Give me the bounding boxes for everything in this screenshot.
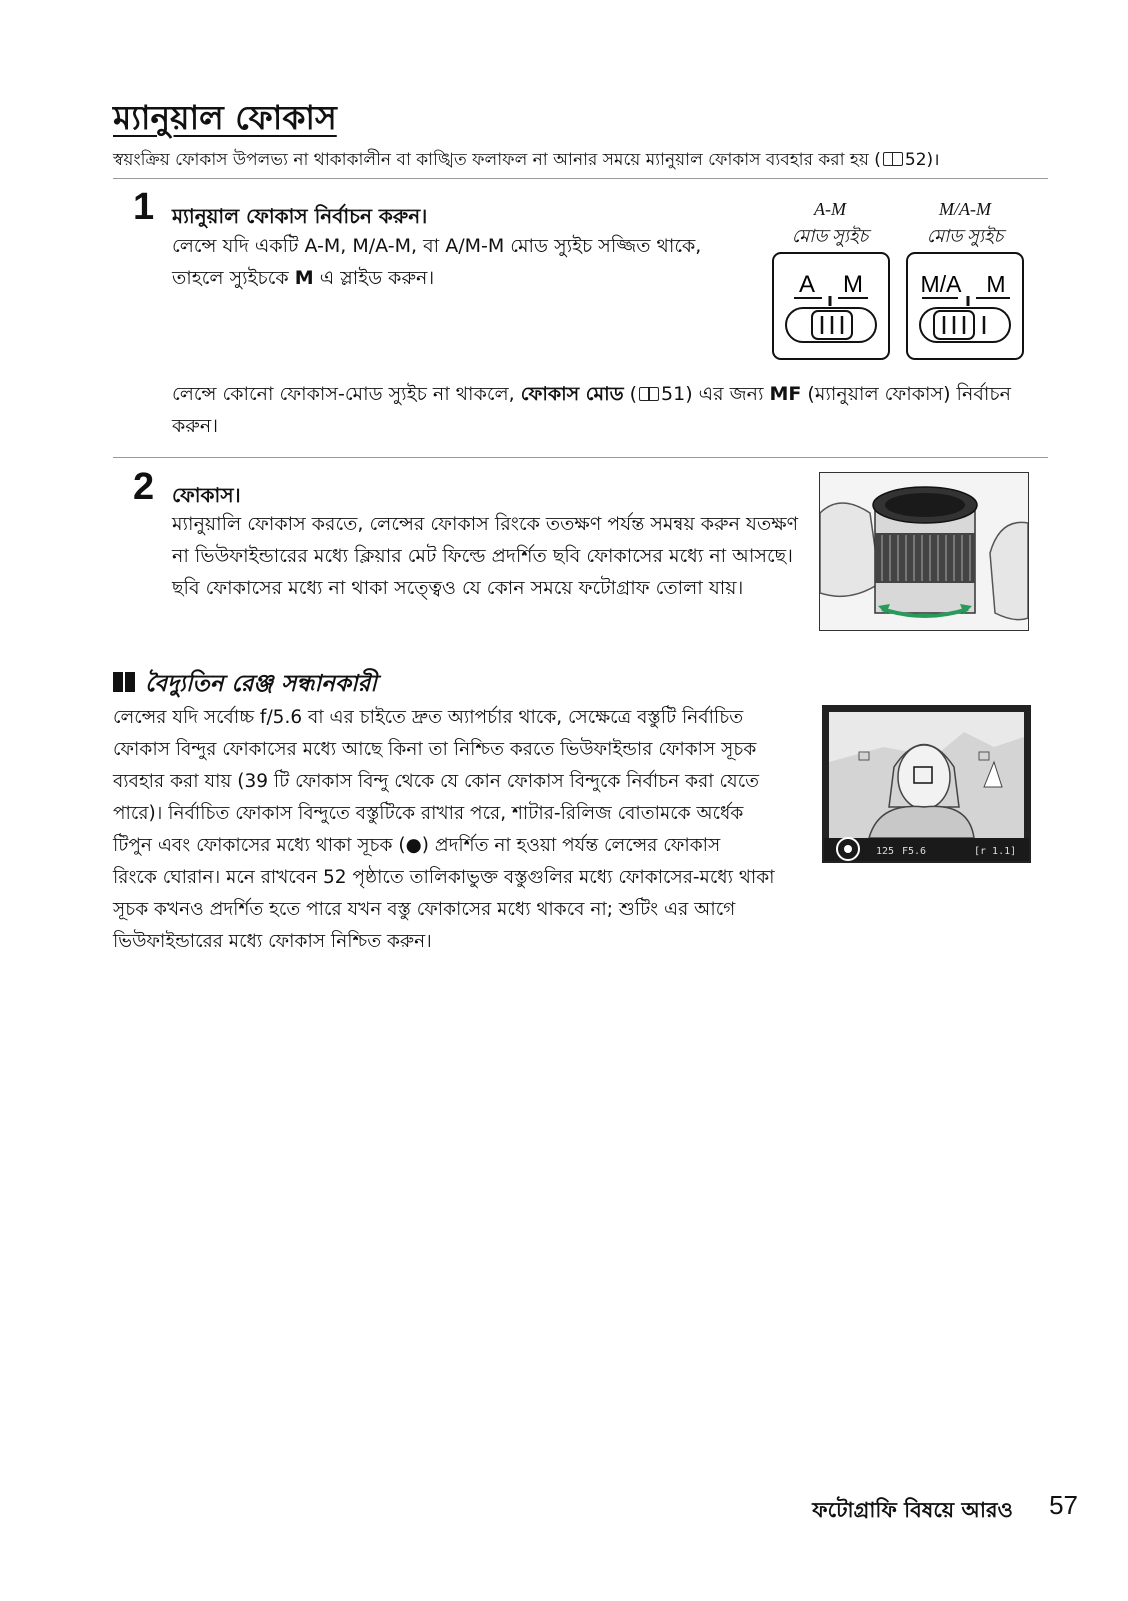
emphasis: MF	[769, 383, 802, 405]
mode-switch-icon	[908, 254, 1022, 358]
switch-mam-illustration	[906, 252, 1024, 360]
book-icon	[883, 152, 903, 166]
text-run: ) এর জন্য	[685, 383, 770, 405]
step-body	[172, 508, 812, 604]
focus-ring-illustration	[819, 472, 1029, 631]
viewfinder-illustration	[822, 705, 1031, 863]
divider	[113, 178, 1048, 179]
switch-right-label: M	[843, 271, 863, 298]
page-ref: 51	[661, 383, 686, 405]
text-run: তাহলে স্যুইচকে	[172, 267, 295, 289]
footer-section-title: ফটোগ্রাফি বিষয়ে আরও	[812, 1498, 1013, 1522]
text-run: টিপুন এবং ফোকাসের মধ্যে থাকা সূচক (	[113, 835, 406, 856]
text-run: এ স্লাইড করুন।	[313, 267, 435, 289]
emphasis: ফোকাস মোড	[520, 383, 624, 405]
step-line: না ভিউফাইন্ডারের মধ্যে ক্লিয়ার মেট ফিল্ডে প্রদর্শিত ছবি ফোকাসের মধ্যে না আসছে।	[172, 545, 793, 567]
divider	[113, 457, 1048, 458]
paragraph-line: ব্যবহার করা যায় (39 টি ফোকাস বিন্দু থেকে যে কোন ফোকাস বিন্দুকে নির্বাচন করা যেতে	[113, 771, 760, 792]
step-body	[172, 230, 772, 294]
viewfinder-icon	[824, 707, 1029, 861]
section-heading	[113, 665, 377, 704]
focus-indicator-icon: ●	[405, 835, 422, 856]
step-line: লেন্সে যদি একটি A-M, M/A-M, বা A/M-M মোড স্যুইচ সজ্জিত থাকে,	[172, 235, 702, 257]
paragraph-line: লেন্সের যদি সর্বোচ্চ f/5.6 বা এর চাইতে দ্রুত অ্যাপর্চার থাকে, সেক্ষেত্রে বস্তুটি নির্বাচিত	[113, 707, 744, 728]
vf-aperture: F5.6	[902, 846, 927, 857]
page-title: ম্যানুয়াল ফোকাস	[113, 98, 337, 137]
paragraph-line: পারে)। নির্বাচিত ফোকাস বিন্দুতে বস্তুটিকে রাখার পরে, শাটার-রিলিজ বোতামকে অর্ধেক	[113, 803, 744, 824]
text-run: (ম্যানুয়াল ফোকাস) নির্বাচন	[801, 383, 1012, 405]
switch-am-illustration	[772, 252, 890, 360]
vf-count: [r 1.1]	[974, 846, 1017, 857]
paragraph-line	[113, 830, 813, 862]
text-run: (	[623, 383, 638, 405]
mode-switch-icon	[774, 254, 888, 358]
note-line: করুন।	[172, 415, 219, 437]
step-title: ম্যানুয়াল ফোকাস নির্বাচন করুন।	[172, 204, 428, 228]
section-heading-text: বৈদ্যুতিন রেঞ্জ সন্ধানকারী	[145, 671, 377, 697]
switch-am-label	[770, 196, 890, 250]
intro-text: স্বয়ংক্রিয় ফোকাস উপলভ্য না থাকাকালীন বা কাঙ্খিত ফলাফল না আনার সময়ে ম্যানুয়াল ফোকাস ব্যবহার করা হয় (	[113, 150, 881, 170]
intro-end: )।	[926, 150, 940, 170]
switch-caption: মোড স্যুইচ	[926, 226, 1004, 246]
text-run: ) প্রদর্শিত না হওয়া পর্যন্ত লেন্সের ফোকাস	[421, 835, 721, 856]
text-run: লেন্সে কোনো ফোকাস-মোড স্যুইচ না থাকলে,	[172, 383, 521, 405]
step-number: 1	[133, 186, 155, 228]
intro-page-ref: 52	[904, 150, 927, 170]
lens-icon	[820, 473, 1028, 630]
switch-left-label: A	[798, 271, 816, 298]
vf-shutter: 125	[876, 846, 895, 857]
step-line: ম্যানুয়ালি ফোকাস করতে, লেন্সের ফোকাস রিংকে ততক্ষণ পর্যন্ত সমন্বয় করুন যতক্ষণ	[172, 513, 799, 535]
step-line: ছবি ফোকাসের মধ্যে না থাকা সত্ত্বেও যে কোন সময়ে ফটোগ্রাফ তোলা যায়।	[172, 577, 744, 599]
paragraph-line: রিংকে ঘোরান। মনে রাখবেন 52 পৃষ্ঠাতে তালিকাভুক্ত বস্তুগুলির মধ্যে ফোকাসের-মধ্যে থাকা	[113, 867, 775, 888]
switch-caption: মোড স্যুইচ	[791, 226, 869, 246]
switch-mam-label	[905, 196, 1025, 250]
page-number: 57	[1049, 1490, 1078, 1520]
step-number: 2	[133, 466, 155, 508]
note-line	[172, 378, 1042, 410]
paragraph-line: ভিউফাইন্ডারের মধ্যে ফোকাস নিশ্চিত করুন।	[113, 931, 432, 952]
paragraph-line: ফোকাস বিন্দুর ফোকাসের মধ্যে আছে কিনা তা নিশ্চিত করতে ভিউফাইন্ডার ফোকাস সূচক	[113, 739, 757, 760]
switch-left-label: M/A	[920, 271, 962, 297]
book-icon	[639, 387, 659, 401]
intro-paragraph	[113, 147, 1043, 175]
paragraph-line: সূচক কখনও প্রদর্শিত হতে পারে যখন বস্তু ফোকাসের মধ্যে থাকবে না; শুটিং এর আগে	[113, 899, 736, 920]
emphasis: M	[294, 267, 314, 289]
switch-mode-name: A-M	[814, 199, 846, 219]
switch-mode-name: M/A-M	[939, 199, 991, 219]
step-line	[172, 262, 772, 294]
rangefinder-paragraph	[113, 702, 813, 958]
step-title: ফোকাস।	[172, 483, 241, 507]
heading-marker-icon	[113, 672, 137, 698]
switch-right-label: M	[986, 271, 1006, 297]
step-note	[172, 378, 1042, 442]
